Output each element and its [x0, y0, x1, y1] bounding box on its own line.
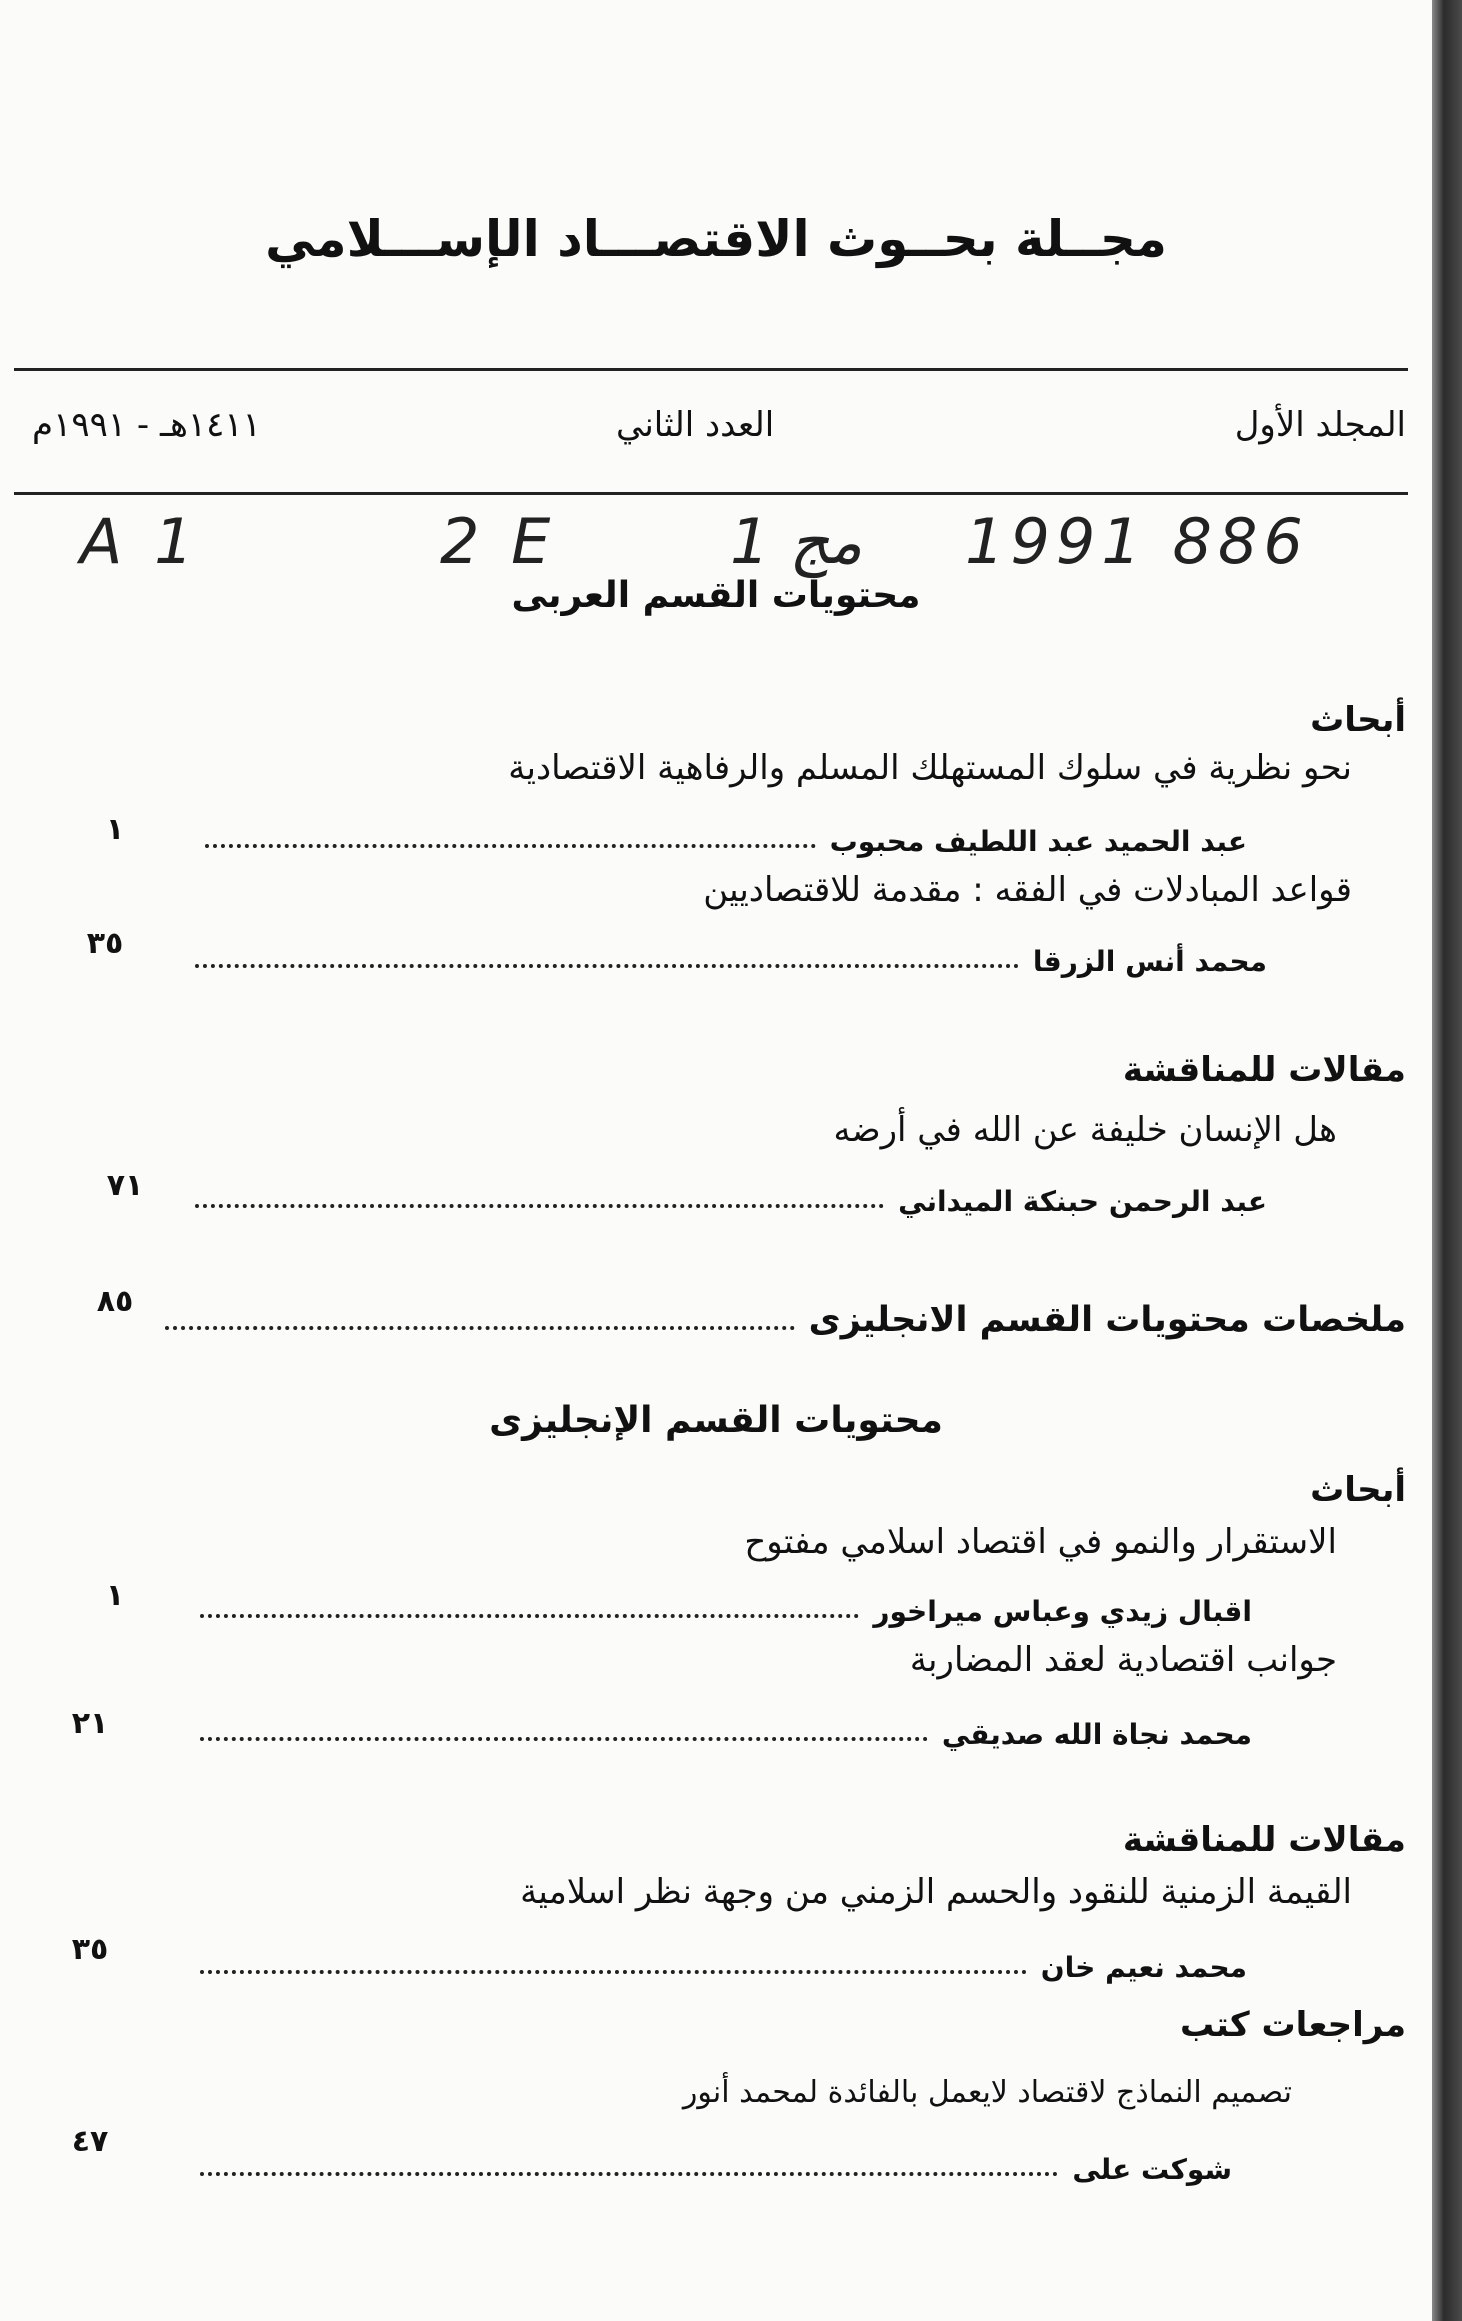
leader-dots: [195, 964, 1019, 968]
author-line: [205, 812, 1247, 858]
article-title: الاستقرار والنمو في اقتصاد اسلامي مفتوح: [744, 1522, 1337, 1562]
page-number: ١: [105, 1578, 125, 1613]
article-author: محمد نعيم خان: [1040, 1951, 1247, 1984]
arabic-research-label: أبحاث: [1310, 700, 1406, 740]
page-number: ٣٥: [71, 1932, 109, 1967]
issue-label: العدد الثاني: [616, 405, 775, 445]
volume-label: المجلد الأول: [1234, 405, 1406, 445]
article-author: اقبال زيدي وعباس ميراخور: [873, 1595, 1252, 1628]
author-line: [195, 1172, 1267, 1218]
leader-dots: [195, 1204, 884, 1208]
summaries-label: ملخصات محتويات القسم الانجليزى: [808, 1300, 1406, 1340]
author-line: [200, 1938, 1247, 1984]
review-author: شوكت على: [1072, 2153, 1232, 2186]
english-contents-heading: محتويات القسم الإنجليزى: [489, 1400, 943, 1441]
book-reviews-label: مراجعات كتب: [1180, 2005, 1406, 2045]
date-label: ١٤١١هـ - ١٩٩١م: [32, 405, 261, 445]
summaries-line: [165, 1290, 1406, 1340]
english-discussion-label: مقالات للمناقشة: [1122, 1820, 1406, 1860]
handwritten-note-c: 1 مج: [730, 505, 863, 578]
article-title: جوانب اقتصادية لعقد المضاربة: [909, 1640, 1337, 1680]
page-number: ٢١: [71, 1706, 109, 1741]
review-title: تصميم النماذج لاقتصاد لايعمل بالفائدة لمحمد أنور: [682, 2075, 1292, 2110]
author-line: [200, 2140, 1232, 2186]
article-title: هل الإنسان خليفة عن الله في أرضه: [833, 1110, 1337, 1150]
page-number: ٧١: [106, 1168, 144, 1203]
journal-title: مجــلة بحــوث الاقتصـــاد الإســـلامي: [265, 210, 1167, 268]
author-line: [200, 1705, 1252, 1751]
author-line: [195, 932, 1267, 978]
page-number: ٣٥: [86, 926, 124, 961]
arabic-contents-heading: محتويات القسم العربى: [511, 575, 921, 616]
handwritten-note-a: A 1: [80, 505, 200, 578]
scan-edge: [1432, 0, 1462, 2321]
header-rule-bottom: [14, 492, 1408, 495]
page-number: ٨٥: [96, 1284, 134, 1319]
leader-dots: [200, 2172, 1058, 2176]
leader-dots: [165, 1326, 795, 1330]
leader-dots: [200, 1737, 928, 1741]
page-number: ٤٧: [71, 2124, 109, 2159]
handwritten-note-b: 2 E: [440, 505, 557, 578]
author-line: [200, 1582, 1252, 1628]
handwritten-note-d: 1991 886: [965, 505, 1309, 578]
leader-dots: [200, 1614, 859, 1618]
leader-dots: [200, 1970, 1027, 1974]
leader-dots: [205, 844, 816, 848]
english-research-label: أبحاث: [1310, 1470, 1406, 1510]
article-title: القيمة الزمنية للنقود والحسم الزمني من وجهة نظر اسلامية: [520, 1872, 1352, 1912]
page-number: ١: [105, 812, 125, 847]
article-author: عبد الرحمن حبنكة الميداني: [898, 1185, 1267, 1218]
article-title: قواعد المبادلات في الفقه : مقدمة للاقتصاديين: [703, 870, 1352, 910]
article-author: محمد أنس الزرقا: [1032, 945, 1267, 978]
article-author: عبد الحميد عبد اللطيف محبوب: [829, 825, 1247, 858]
article-author: محمد نجاة الله صديقي: [941, 1718, 1252, 1751]
header-rule-top: [14, 368, 1408, 371]
arabic-discussion-label: مقالات للمناقشة: [1122, 1050, 1406, 1090]
article-title: نحو نظرية في سلوك المستهلك المسلم والرفاهية الاقتصادية: [508, 748, 1352, 788]
